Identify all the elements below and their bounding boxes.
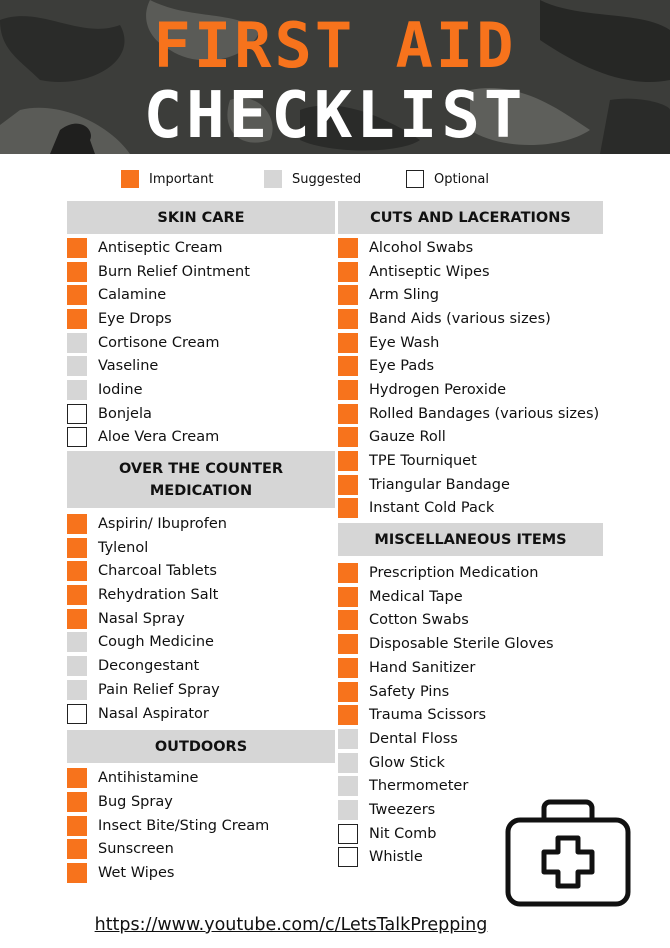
section-header-otc-medication: OVER THE COUNTER MEDICATION [67, 451, 335, 508]
checklist-item [338, 473, 603, 497]
checklist-item [338, 236, 603, 260]
checklist-item [338, 331, 603, 355]
checklist-item [67, 678, 335, 702]
important-checkbox[interactable] [67, 816, 87, 836]
checklist-item-label: Eye Pads [369, 358, 435, 375]
checklist-item-label: Antiseptic Cream [98, 239, 223, 256]
suggested-checkbox[interactable] [338, 729, 358, 749]
checklist-item-label: Antihistamine [98, 770, 199, 787]
section-header-cuts-lacerations: CUTS AND LACERATIONS [338, 201, 603, 234]
checklist-item-label: TPE Tourniquet [369, 453, 477, 470]
suggested-checkbox[interactable] [338, 753, 358, 773]
checklist-item-label: Medical Tape [369, 588, 463, 605]
important-checkbox[interactable] [67, 839, 87, 859]
checklist-item-label: Bug Spray [98, 793, 173, 810]
important-checkbox[interactable] [338, 563, 358, 583]
legend-important [121, 168, 213, 190]
checklist-item-label: Hand Sanitizer [369, 659, 476, 676]
important-checkbox[interactable] [338, 333, 358, 353]
checklist-item-label: Nasal Spray [98, 610, 185, 627]
checklist-item [338, 751, 603, 775]
checklist-item-label: Rolled Bandages (various sizes) [369, 405, 600, 422]
important-checkbox[interactable] [338, 262, 358, 282]
checklist-item-label: Wet Wipes [98, 864, 175, 881]
checklist-skin-care [67, 236, 335, 449]
checklist-item [338, 354, 603, 378]
checklist-item-label: Triangular Bandage [369, 476, 510, 493]
checklist-item [338, 585, 603, 609]
left-column [67, 201, 335, 885]
checklist-item-label: Aloe Vera Cream [98, 429, 220, 446]
important-checkbox[interactable] [67, 585, 87, 605]
checklist-item-label: Cotton Swabs [369, 612, 469, 629]
important-checkbox[interactable] [338, 404, 358, 424]
suggested-checkbox[interactable] [67, 333, 87, 353]
checklist-item [67, 583, 335, 607]
first-aid-kit-icon [504, 798, 632, 910]
checklist-item [67, 766, 335, 790]
checklist-item-label: Tweezers [369, 801, 436, 818]
checklist-item-label: Bonjela [98, 405, 152, 422]
important-checkbox[interactable] [338, 682, 358, 702]
checklist-item [67, 236, 335, 260]
checklist-item-label: Vaseline [98, 358, 159, 375]
checklist-item-label: Nit Comb [369, 825, 437, 842]
optional-swatch [406, 170, 424, 188]
checklist-item [338, 632, 603, 656]
section-header-outdoors: OUTDOORS [67, 730, 335, 763]
checklist-item [338, 656, 603, 680]
optional-checkbox[interactable] [67, 704, 87, 724]
suggested-checkbox[interactable] [338, 800, 358, 820]
checklist-item [338, 561, 603, 585]
checklist-cuts-lacerations [338, 236, 603, 520]
checklist-item [67, 631, 335, 655]
checklist-item-label: Decongestant [98, 658, 200, 675]
important-checkbox[interactable] [338, 238, 358, 258]
legend [0, 168, 670, 190]
checklist-item [338, 307, 603, 331]
checklist-item [338, 727, 603, 751]
checklist-item [67, 260, 335, 284]
section-header-miscellaneous: MISCELLANEOUS ITEMS [338, 523, 603, 556]
important-checkbox[interactable] [67, 238, 87, 258]
legend-label: Optional [434, 171, 489, 187]
optional-checkbox[interactable] [67, 427, 87, 447]
checklist-item [338, 402, 603, 426]
checklist-item [67, 378, 335, 402]
important-checkbox[interactable] [67, 309, 87, 329]
checklist-item-label: Iodine [98, 381, 143, 398]
checklist-item-label: Band Aids (various sizes) [369, 310, 551, 327]
checklist-item [338, 703, 603, 727]
youtube-channel-link[interactable]: https://www.youtube.com/c/LetsTalkPrepping [94, 915, 488, 935]
checklist-item-label: Arm Sling [369, 287, 440, 304]
checklist-item-label: Whistle [369, 849, 423, 866]
optional-checkbox[interactable] [67, 404, 87, 424]
important-checkbox[interactable] [67, 792, 87, 812]
checklist-item-label: Prescription Medication [369, 565, 539, 582]
important-checkbox[interactable] [338, 634, 358, 654]
checklist-item [338, 680, 603, 704]
important-checkbox[interactable] [338, 427, 358, 447]
checklist-outdoors [67, 766, 335, 884]
checklist-item-label: Tylenol [98, 539, 149, 556]
checklist-item-label: Antiseptic Wipes [369, 263, 490, 280]
header-banner [0, 0, 670, 154]
important-checkbox[interactable] [67, 561, 87, 581]
suggested-checkbox[interactable] [67, 656, 87, 676]
suggested-checkbox[interactable] [67, 356, 87, 376]
legend-label: Suggested [292, 171, 362, 187]
title-checklist: CHECKLIST [143, 79, 527, 153]
checklist-item [67, 307, 335, 331]
important-checkbox[interactable] [67, 285, 87, 305]
title-first-aid: FIRST AID [153, 9, 517, 82]
important-checkbox[interactable] [67, 768, 87, 788]
important-checkbox[interactable] [338, 309, 358, 329]
suggested-swatch [264, 170, 282, 188]
important-checkbox[interactable] [338, 356, 358, 376]
checklist-item [338, 260, 603, 284]
important-checkbox[interactable] [67, 863, 87, 883]
checklist-item [338, 497, 603, 521]
legend-suggested [264, 168, 361, 190]
checklist-item-label: Charcoal Tablets [98, 563, 217, 580]
checklist-item-label: Alcohol Swabs [369, 239, 474, 256]
checklist-item-label: Pain Relief Spray [98, 681, 220, 698]
checklist-otc-medication [67, 512, 335, 725]
important-checkbox[interactable] [67, 538, 87, 558]
checklist-item-label: Instant Cold Pack [369, 500, 495, 517]
suggested-checkbox[interactable] [67, 380, 87, 400]
checklist-item-label: Aspirin/ Ibuprofen [98, 516, 227, 533]
checklist-item-label: Safety Pins [369, 683, 450, 700]
important-checkbox[interactable] [338, 658, 358, 678]
checklist-item [338, 609, 603, 633]
checklist-item-label: Cough Medicine [98, 634, 214, 651]
important-checkbox[interactable] [67, 514, 87, 534]
checklist-item-label: Disposable Sterile Gloves [369, 636, 554, 653]
checklist-item-label: Glow Stick [369, 754, 445, 771]
optional-checkbox[interactable] [338, 824, 358, 844]
checklist-item-label: Eye Wash [369, 334, 440, 351]
important-swatch [121, 170, 139, 188]
checklist-item-label: Eye Drops [98, 310, 172, 327]
checklist-item [67, 331, 335, 355]
checklist-item [67, 536, 335, 560]
important-checkbox[interactable] [67, 609, 87, 629]
checklist-item-label: Thermometer [369, 778, 469, 795]
checklist-item [338, 426, 603, 450]
checklist-item [67, 790, 335, 814]
important-checkbox[interactable] [338, 587, 358, 607]
checklist-item [67, 837, 335, 861]
checklist-item-label: Cortisone Cream [98, 334, 220, 351]
checklist-item [67, 702, 335, 726]
checklist-item [67, 283, 335, 307]
checklist-item [67, 426, 335, 450]
checklist-item [67, 814, 335, 838]
checklist-item-label: Rehydration Salt [98, 587, 219, 604]
checklist-item [338, 283, 603, 307]
important-checkbox[interactable] [338, 610, 358, 630]
suggested-checkbox[interactable] [67, 680, 87, 700]
optional-checkbox[interactable] [338, 847, 358, 867]
important-checkbox[interactable] [338, 451, 358, 471]
checklist-item-label: Dental Floss [369, 730, 458, 747]
suggested-checkbox[interactable] [338, 776, 358, 796]
important-checkbox[interactable] [338, 380, 358, 400]
legend-optional [406, 168, 489, 190]
right-column [338, 201, 603, 869]
important-checkbox[interactable] [338, 498, 358, 518]
checklist-item [67, 654, 335, 678]
checklist-item [67, 354, 335, 378]
important-checkbox[interactable] [338, 285, 358, 305]
checklist-item [338, 378, 603, 402]
checklist-item [67, 861, 335, 885]
checklist-item-label: Nasal Aspirator [98, 705, 209, 722]
important-checkbox[interactable] [67, 262, 87, 282]
suggested-checkbox[interactable] [67, 632, 87, 652]
checklist-item [338, 449, 603, 473]
checklist-item [338, 774, 603, 798]
checklist-item [67, 402, 335, 426]
legend-label: Important [149, 171, 214, 187]
checklist-item-label: Gauze Roll [369, 429, 446, 446]
checklist-item-label: Calamine [98, 287, 167, 304]
checklist-item-label: Hydrogen Peroxide [369, 381, 507, 398]
checklist-item [67, 607, 335, 631]
checklist-item-label: Burn Relief Ointment [98, 263, 250, 280]
checklist-item [67, 512, 335, 536]
section-header-skin-care: SKIN CARE [67, 201, 335, 234]
checklist-item [67, 560, 335, 584]
checklist-item-label: Trauma Scissors [369, 707, 487, 724]
checklist-item-label: Insect Bite/Sting Cream [98, 817, 270, 834]
checklist-item-label: Sunscreen [98, 841, 174, 858]
important-checkbox[interactable] [338, 705, 358, 725]
important-checkbox[interactable] [338, 475, 358, 495]
